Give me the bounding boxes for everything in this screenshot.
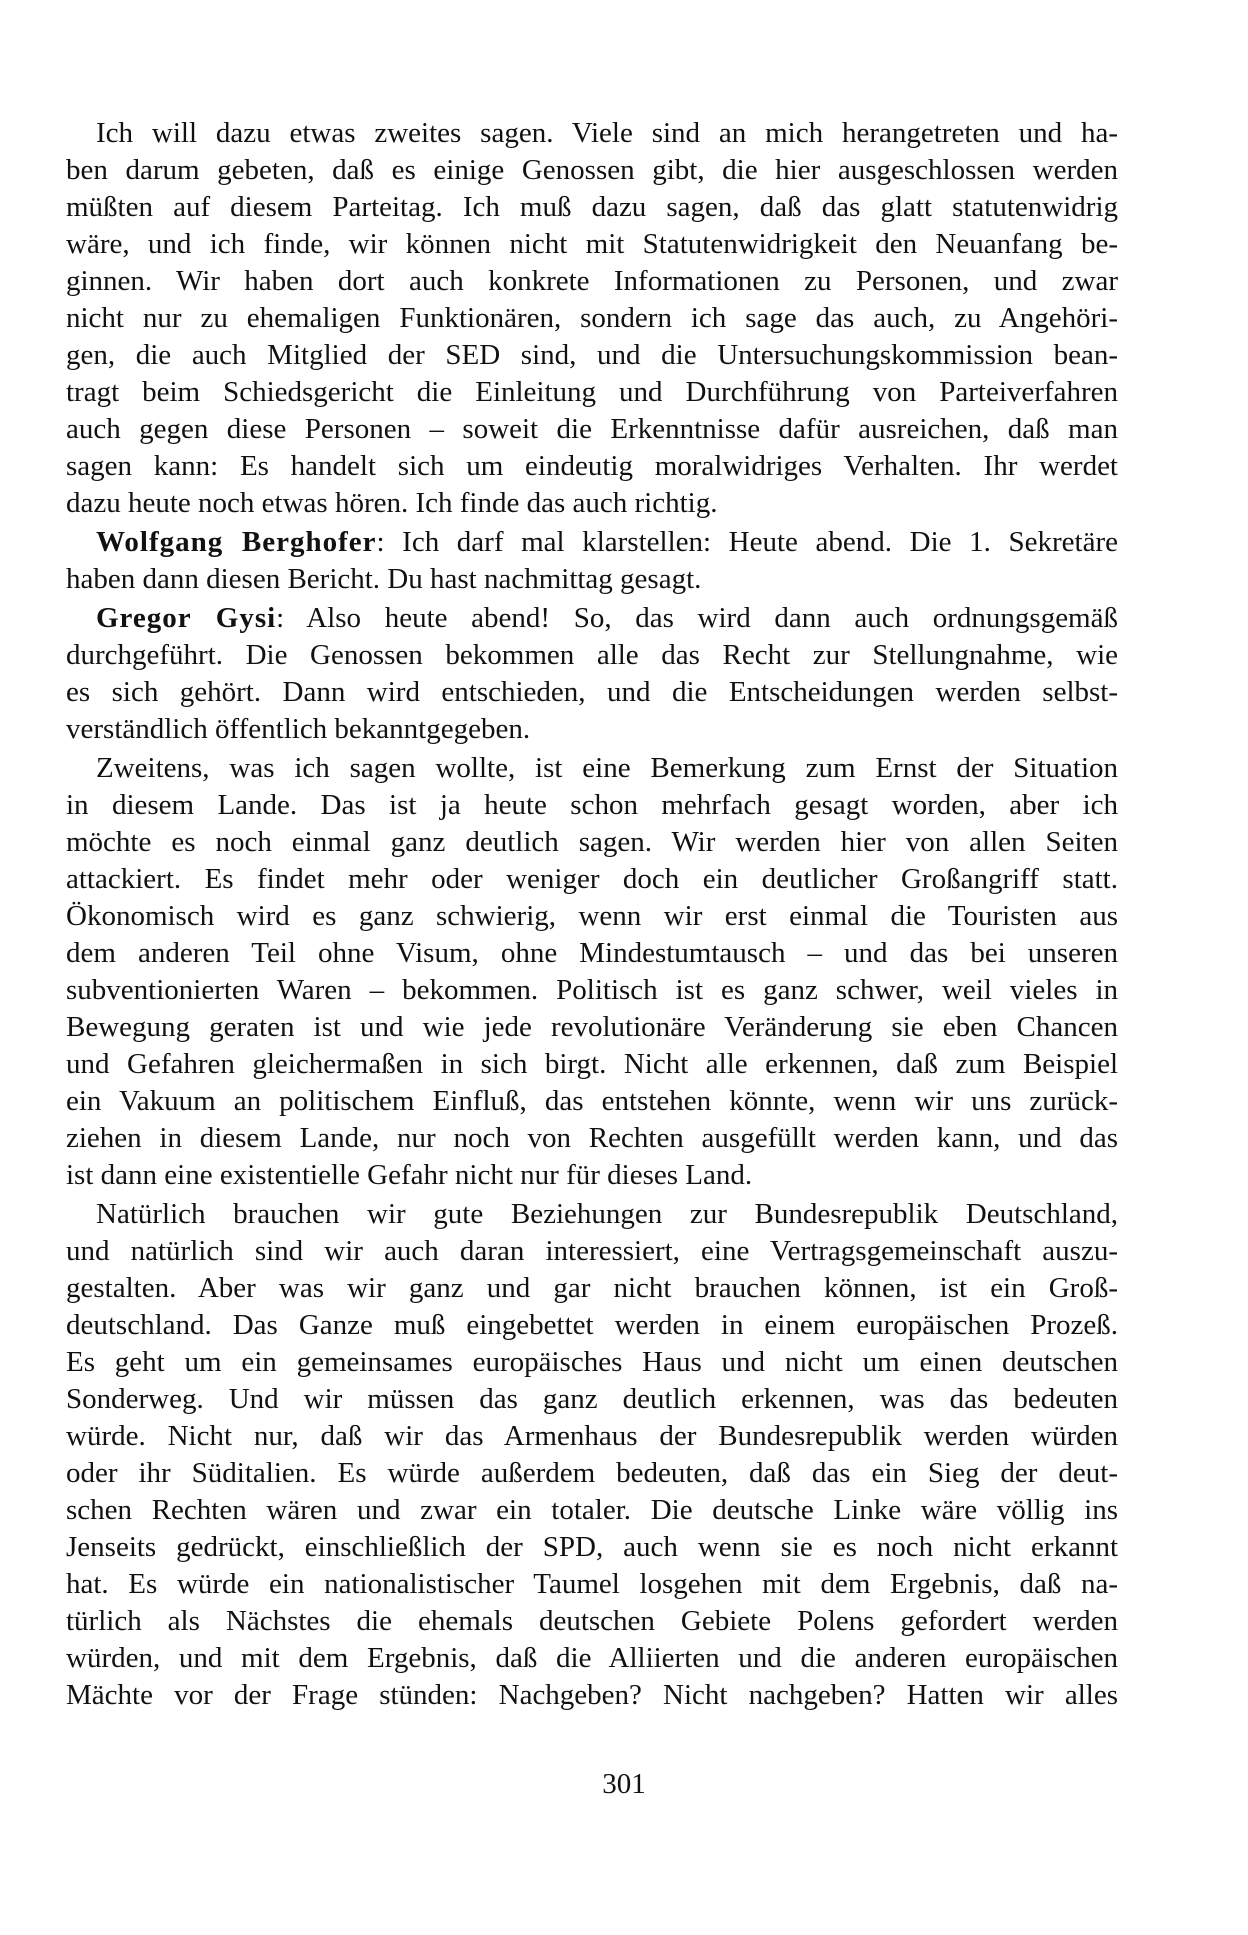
text-line: ziehen in diesem Lande, nur noch von Rechten ausgefüllt werden kann, und das: [66, 1122, 1118, 1154]
text-line: wäre, und ich finde, wir können nicht mit Statutenwidrigkeit den Neuanfang be-: [66, 228, 1118, 260]
paragraph: [66, 750, 1118, 1194]
text-line: deutschland. Das Ganze muß eingebettet werden in einem europäischen Prozeß.: [66, 1309, 1118, 1341]
text-line: würden, und mit dem Ergebnis, daß die Alliierten und die anderen europäischen: [66, 1642, 1118, 1674]
text-line: hat. Es würde ein nationalistischer Taumel losgehen mit dem Ergebnis, daß na-: [66, 1568, 1118, 1600]
speaker-line-rest: : Ich darf mal klarstellen: Heute abend. Die 1. Sekretäre: [376, 526, 1118, 558]
text-line: Ökonomisch wird es ganz schwierig, wenn wir erst einmal die Touristen aus: [66, 900, 1118, 932]
speaker-name: Gregor Gysi: [96, 602, 277, 634]
body-text: [66, 115, 1118, 1716]
text-line: oder ihr Süditalien. Es würde außerdem bedeuten, daß das ein Sieg der deut-: [66, 1457, 1118, 1489]
text-line: Natürlich brauchen wir gute Beziehungen zur Bundesrepublik Deutschland,: [96, 1198, 1118, 1230]
text-line: türlich als Nächstes die ehemals deutschen Gebiete Polens gefordert werden: [66, 1605, 1118, 1637]
text-line: ist dann eine existentielle Gefahr nicht nur für dieses Land.: [66, 1159, 753, 1191]
speaker-line-rest: : Also heute abend! So, das wird dann auch ordnungsgemäß: [276, 602, 1118, 634]
text-line: Zweitens, was ich sagen wollte, ist eine Bemerkung zum Ernst der Situation: [96, 752, 1118, 784]
text-line: attackiert. Es findet mehr oder weniger doch ein deutlicher Großangriff statt.: [66, 863, 1118, 895]
paragraph: [66, 524, 1118, 598]
text-line: und Gefahren gleichermaßen in sich birgt. Nicht alle erkennen, daß zum Beispiel: [66, 1048, 1118, 1080]
text-line: möchte es noch einmal ganz deutlich sagen. Wir werden hier von allen Seiten: [66, 826, 1118, 858]
text-line: Sonderweg. Und wir müssen das ganz deutlich erkennen, was das bedeuten: [66, 1383, 1118, 1415]
paragraph: [66, 115, 1118, 522]
text-line: in diesem Lande. Das ist ja heute schon mehrfach gesagt worden, aber ich: [66, 789, 1118, 821]
text-line: ginnen. Wir haben dort auch konkrete Informationen zu Personen, und zwar: [66, 265, 1118, 297]
text-line: dem anderen Teil ohne Visum, ohne Mindestumtausch – und das bei unseren: [66, 937, 1118, 969]
text-line: sagen kann: Es handelt sich um eindeutig moralwidriges Verhalten. Ihr werdet: [66, 450, 1118, 482]
page-number: 301: [602, 1768, 646, 1800]
text-line: es sich gehört. Dann wird entschieden, und die Entscheidungen werden selbst-: [66, 676, 1118, 708]
text-line: durchgeführt. Die Genossen bekommen alle das Recht zur Stellungnahme, wie: [66, 639, 1118, 671]
text-line: tragt beim Schiedsgericht die Einleitung und Durchführung von Parteiverfahren: [66, 376, 1118, 408]
text-line: subventionierten Waren – bekommen. Politisch ist es ganz schwer, weil vieles in: [66, 974, 1118, 1006]
text-line: müßten auf diesem Parteitag. Ich muß dazu sagen, daß das glatt statutenwidrig: [66, 191, 1118, 223]
text-line: auch gegen diese Personen – soweit die Erkenntnisse dafür ausreichen, daß man: [66, 413, 1118, 445]
text-line: haben dann diesen Bericht. Du hast nachmittag gesagt.: [66, 563, 702, 595]
text-line: [66, 600, 1118, 637]
text-line: Ich will dazu etwas zweites sagen. Viele sind an mich herangetreten und ha-: [96, 117, 1118, 149]
text-line: Jenseits gedrückt, einschließlich der SPD, auch wenn sie es noch nicht erkannt: [66, 1531, 1118, 1563]
paragraph: [66, 1196, 1118, 1714]
text-line: [66, 524, 1118, 561]
text-line: ben darum gebeten, daß es einige Genossen gibt, die hier ausgeschlossen werden: [66, 154, 1118, 186]
text-line: gestalten. Aber was wir ganz und gar nicht brauchen können, ist ein Groß-: [66, 1272, 1118, 1304]
text-line: und natürlich sind wir auch daran interessiert, eine Vertragsgemeinschaft auszu-: [66, 1235, 1118, 1267]
text-line: gen, die auch Mitglied der SED sind, und die Untersuchungskommission bean-: [66, 339, 1118, 371]
text-line: verständlich öffentlich bekanntgegeben.: [66, 713, 531, 745]
text-line: Bewegung geraten ist und wie jede revolutionäre Veränderung sie eben Chancen: [66, 1011, 1118, 1043]
paragraph: [66, 600, 1118, 748]
text-line: ein Vakuum an politischem Einfluß, das entstehen könnte, wenn wir uns zurück-: [66, 1085, 1118, 1117]
text-line: würde. Nicht nur, daß wir das Armenhaus der Bundesrepublik werden würden: [66, 1420, 1118, 1452]
text-line: dazu heute noch etwas hören. Ich finde das auch richtig.: [66, 487, 718, 519]
text-line: schen Rechten wären und zwar ein totaler. Die deutsche Linke wäre völlig ins: [66, 1494, 1118, 1526]
text-line: Es geht um ein gemeinsames europäisches Haus und nicht um einen deutschen: [66, 1346, 1118, 1378]
text-line: nicht nur zu ehemaligen Funktionären, sondern ich sage das auch, zu Angehöri-: [66, 302, 1118, 334]
speaker-name: Wolfgang Berghofer: [96, 526, 377, 558]
text-line: Mächte vor der Frage stünden: Nachgeben? Nicht nachgeben? Hatten wir alles: [66, 1679, 1118, 1711]
